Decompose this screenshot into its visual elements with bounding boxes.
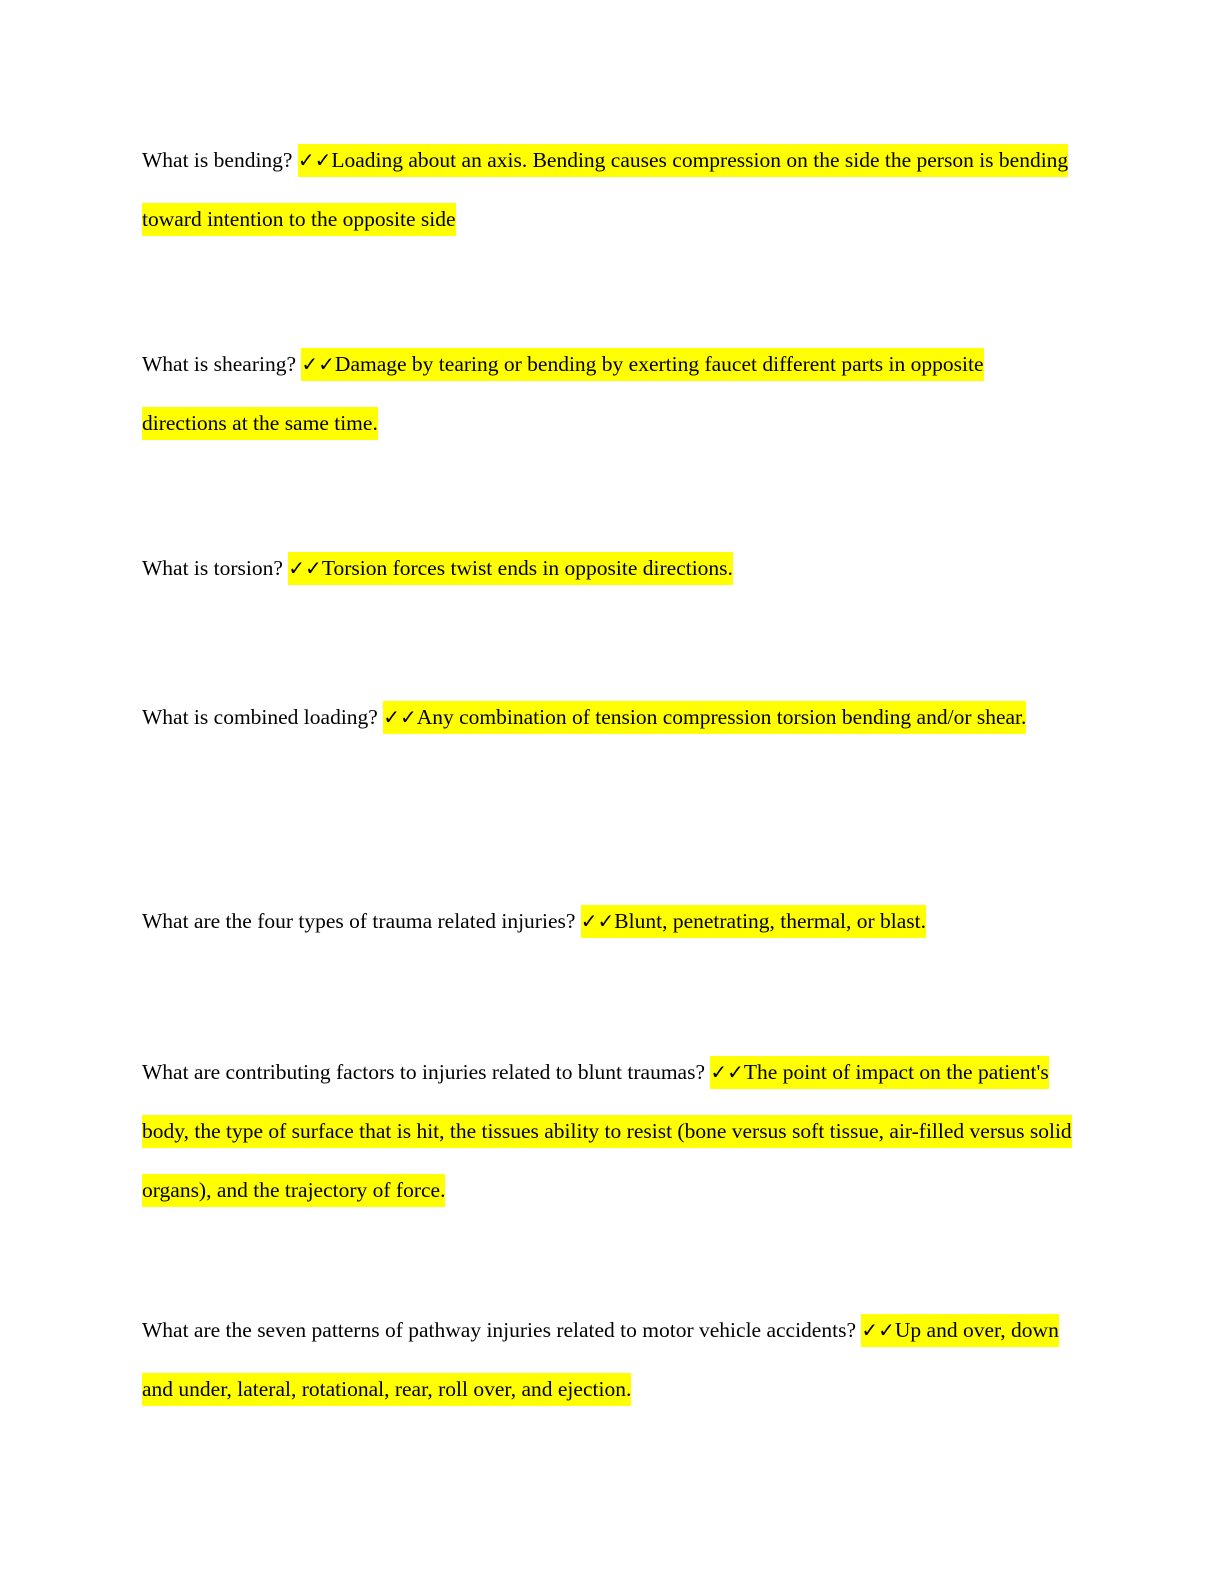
qa-item — [142, 335, 1072, 453]
qa-item — [142, 1043, 1072, 1220]
question-text: What are the seven patterns of pathway injuries related to motor vehicle accidents? — [142, 1318, 856, 1342]
answer-text: Torsion forces twist ends in opposite directions. — [321, 556, 733, 580]
question-text: What are the four types of trauma related injuries? — [142, 909, 576, 933]
question-text: What are contributing factors to injuries related to blunt traumas? — [142, 1060, 705, 1084]
check-icon: ✓✓ — [301, 352, 335, 376]
question-text: What is combined loading? — [142, 705, 378, 729]
check-icon: ✓✓ — [710, 1060, 744, 1084]
answer-text: Any combination of tension compression torsion bending and/or shear. — [416, 705, 1027, 729]
check-icon: ✓✓ — [383, 705, 417, 729]
check-icon: ✓✓ — [861, 1318, 895, 1342]
qa-item — [142, 539, 1072, 598]
qa-item — [142, 131, 1072, 249]
answer-text: Loading about an axis. Bending causes compression on the side the person is bending toward intention to the opposite side — [142, 148, 1069, 231]
qa-item — [142, 1301, 1072, 1419]
answer-highlight — [581, 905, 926, 938]
qa-item — [142, 688, 1072, 747]
check-icon: ✓✓ — [580, 909, 615, 933]
answer-text: The point of impact on the patient's body, the type of surface that is hit, the tissues ability to resist (bone versus soft tissue, air-filled versus solid organs), and the trajectory of force. — [142, 1060, 1072, 1202]
question-text: What is bending? — [142, 148, 293, 172]
question-text: What is torsion? — [142, 556, 283, 580]
check-icon: ✓✓ — [288, 556, 322, 580]
question-text: What is shearing? — [142, 352, 297, 376]
answer-highlight — [383, 701, 1026, 734]
answer-text: Damage by tearing or bending by exerting faucet different parts in opposite directions at the same time. — [142, 352, 984, 435]
answer-highlight — [288, 552, 733, 585]
answer-text: Up and over, down and under, lateral, rotational, rear, roll over, and ejection. — [142, 1318, 1059, 1401]
answer-text: Blunt, penetrating, thermal, or blast. — [614, 909, 926, 933]
check-icon: ✓✓ — [297, 148, 332, 172]
qa-item — [142, 892, 1072, 951]
